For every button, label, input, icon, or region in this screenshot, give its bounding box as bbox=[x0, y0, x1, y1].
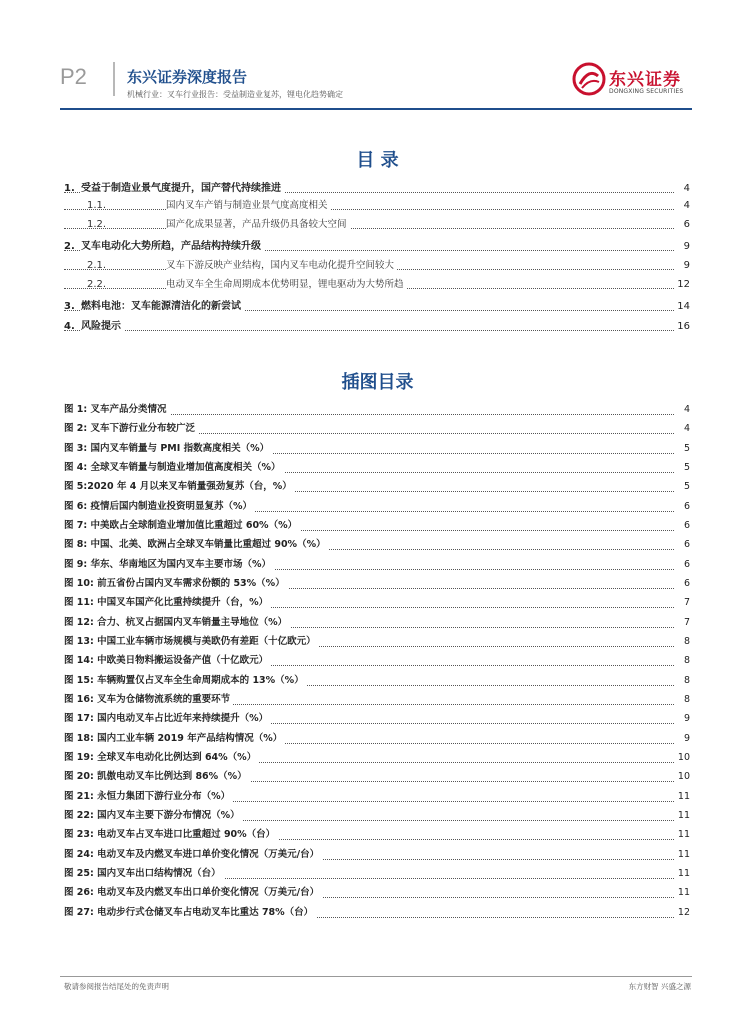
figure-item-label: 图 2: 叉车下游行业分布较广泛 bbox=[64, 420, 198, 438]
figure-item-label: 图 4: 全球叉车销量与制造业增加值高度相关（%） bbox=[64, 459, 284, 477]
figure-item-page: 8 bbox=[682, 652, 690, 670]
figure-item-page: 10 bbox=[676, 749, 690, 767]
toc-item-page: 4 bbox=[682, 180, 690, 197]
figure-list-title: 插图目录 bbox=[341, 372, 414, 393]
figure-item[interactable] bbox=[64, 652, 690, 670]
figure-item[interactable] bbox=[64, 401, 690, 419]
toc-item[interactable] bbox=[64, 298, 690, 315]
figure-item-label: 图 15: 车辆购置仅占叉车全生命周期成本的 13%（%） bbox=[64, 672, 307, 690]
toc-item-page: 14 bbox=[675, 298, 690, 315]
figure-item-label: 图 14: 中欧美日物料搬运设备产值（十亿欧元） bbox=[64, 652, 271, 670]
figure-item-label: 图 23: 电动叉车占叉车进口比重超过 90%（台） bbox=[64, 826, 278, 844]
figure-item-page: 5 bbox=[682, 440, 690, 458]
figure-item-page: 7 bbox=[682, 594, 690, 612]
figure-item[interactable] bbox=[64, 672, 690, 690]
figure-item-page: 11 bbox=[676, 865, 690, 883]
figure-item-page: 11 bbox=[676, 884, 690, 902]
toc-item[interactable] bbox=[64, 238, 690, 255]
figure-item[interactable] bbox=[64, 749, 690, 767]
figure-item[interactable] bbox=[64, 846, 690, 864]
toc-item-label: 叉车电动化大势所趋，产品结构持续升级 bbox=[81, 238, 264, 255]
figure-item-page: 4 bbox=[682, 420, 690, 438]
figure-item-page: 8 bbox=[682, 672, 690, 690]
figure-item-label: 图 8: 中国、北美、欧洲占全球叉车销量比重超过 90%（%） bbox=[64, 536, 329, 554]
figure-item-label: 图 1: 叉车产品分类情况 bbox=[64, 401, 170, 419]
figure-item[interactable] bbox=[64, 420, 690, 438]
toc-item-number: 1.2. bbox=[87, 219, 107, 230]
figure-item[interactable] bbox=[64, 865, 690, 883]
figure-item-page: 9 bbox=[682, 730, 690, 748]
report-subtitle: 机械行业：叉车行业报告：受益制造业复苏，锂电化趋势确定 bbox=[127, 90, 343, 99]
figure-item-page: 6 bbox=[682, 556, 690, 574]
figure-item-label: 图 19: 全球叉车电动化比例达到 64%（%） bbox=[64, 749, 259, 767]
figure-item-page: 6 bbox=[682, 575, 690, 593]
toc-item[interactable] bbox=[64, 257, 690, 274]
figure-item-label: 图 7: 中美欧占全球制造业增加值比重超过 60%（%） bbox=[64, 517, 300, 535]
toc-item-label: 国内叉车产销与制造业景气度高度相关 bbox=[166, 197, 331, 214]
figure-item[interactable] bbox=[64, 904, 690, 922]
figure-item-label: 图 10: 前五省份占国内叉车需求份额的 53%（%） bbox=[64, 575, 288, 593]
figure-item-label: 图 22: 国内叉车主要下游分布情况（%） bbox=[64, 807, 243, 825]
toc-item[interactable] bbox=[64, 318, 690, 335]
toc-item[interactable] bbox=[64, 180, 690, 197]
figure-item-label: 图 3: 国内叉车销量与 PMI 指数高度相关（%） bbox=[64, 440, 272, 458]
figure-item[interactable] bbox=[64, 807, 690, 825]
toc-item-label: 燃料电池：叉车能源清洁化的新尝试 bbox=[81, 298, 244, 315]
figure-item-label: 图 5:2020 年 4 月以来叉车销量强劲复苏（台，%） bbox=[64, 478, 295, 496]
logo-text-cn: 东兴证券 bbox=[609, 70, 681, 90]
toc-item-label: 电动叉车全生命周期成本优势明显，锂电驱动为大势所趋 bbox=[166, 276, 407, 293]
figure-item-label: 图 6: 疫情后国内制造业投资明显复苏（%） bbox=[64, 498, 255, 516]
toc-item-page: 16 bbox=[675, 318, 690, 335]
figure-item[interactable] bbox=[64, 614, 690, 632]
toc-title: 目 录 bbox=[356, 150, 399, 171]
header-rule bbox=[60, 108, 692, 110]
toc-item-number: 2.1. bbox=[87, 260, 107, 271]
figure-item-label: 图 13: 中国工业车辆市场规模与美欧仍有差距（十亿欧元） bbox=[64, 633, 319, 651]
toc-item-page: 6 bbox=[682, 216, 690, 233]
figure-item-page: 6 bbox=[682, 498, 690, 516]
figure-item-label: 图 17: 国内电动叉车占比近年来持续提升（%） bbox=[64, 710, 271, 728]
figure-item-page: 9 bbox=[682, 710, 690, 728]
toc-item-number: 1. bbox=[64, 183, 75, 194]
figure-item[interactable] bbox=[64, 575, 690, 593]
leader-dots bbox=[64, 228, 674, 229]
figure-item[interactable] bbox=[64, 691, 690, 709]
figure-item-page: 6 bbox=[682, 536, 690, 554]
logo-mark-icon bbox=[572, 62, 606, 96]
toc-item-page: 9 bbox=[682, 238, 690, 255]
figure-item[interactable] bbox=[64, 517, 690, 535]
toc-item-number: 2. bbox=[64, 241, 75, 252]
figure-item-page: 11 bbox=[676, 788, 690, 806]
toc-item[interactable] bbox=[64, 216, 690, 233]
toc-item-label: 叉车下游反映产业结构，国内叉车电动化提升空间较大 bbox=[166, 257, 397, 274]
leader-dots bbox=[64, 209, 674, 210]
figure-item-label: 图 11: 中国叉车国产化比重持续提升（台，%） bbox=[64, 594, 271, 612]
figure-item-page: 4 bbox=[682, 401, 690, 419]
toc-item-label: 风险提示 bbox=[81, 318, 124, 335]
figure-item-label: 图 27: 电动步行式仓储叉车占电动叉车比重达 78%（台） bbox=[64, 904, 316, 922]
figure-item-page: 11 bbox=[676, 846, 690, 864]
figure-item-page: 11 bbox=[676, 807, 690, 825]
figure-item[interactable] bbox=[64, 710, 690, 728]
toc-item[interactable] bbox=[64, 197, 690, 214]
toc-item-number: 2.2. bbox=[87, 279, 107, 290]
figure-item-page: 10 bbox=[676, 768, 690, 786]
figure-item[interactable] bbox=[64, 440, 690, 458]
figure-item-label: 图 24: 电动叉车及内燃叉车进口单价变化情况（万美元/台） bbox=[64, 846, 322, 864]
figure-item-label: 图 21: 永恒力集团下游行业分布（%） bbox=[64, 788, 233, 806]
figure-item-page: 5 bbox=[682, 459, 690, 477]
toc-item-page: 12 bbox=[675, 276, 690, 293]
header-divider bbox=[113, 62, 115, 96]
footer-rule bbox=[60, 976, 692, 977]
leader-dots bbox=[64, 330, 674, 331]
figure-item-label: 图 12: 合力、杭叉占据国内叉车销量主导地位（%） bbox=[64, 614, 290, 632]
toc-item-page: 4 bbox=[682, 197, 690, 214]
toc-item[interactable] bbox=[64, 276, 690, 293]
figure-item-page: 8 bbox=[682, 633, 690, 651]
figure-item[interactable] bbox=[64, 826, 690, 844]
toc-item-number: 1.1. bbox=[87, 200, 107, 211]
figure-item[interactable] bbox=[64, 536, 690, 554]
figure-item[interactable] bbox=[64, 633, 690, 651]
toc-item-number: 4. bbox=[64, 321, 75, 332]
toc-item-label: 受益于制造业景气度提升，国产替代持续推进 bbox=[81, 180, 284, 197]
figure-item[interactable] bbox=[64, 768, 690, 786]
figure-item[interactable] bbox=[64, 730, 690, 748]
figure-item-page: 8 bbox=[682, 691, 690, 709]
figure-item-label: 图 25: 国内叉车出口结构情况（台） bbox=[64, 865, 224, 883]
figure-item[interactable] bbox=[64, 498, 690, 516]
figure-item-label: 图 9: 华东、华南地区为国内叉车主要市场（%） bbox=[64, 556, 274, 574]
toc-item-number: 3. bbox=[64, 301, 75, 312]
footer-slogan: 东方财智 兴盛之源 bbox=[628, 982, 691, 991]
figure-item[interactable] bbox=[64, 556, 690, 574]
figure-item[interactable] bbox=[64, 788, 690, 806]
figure-item[interactable] bbox=[64, 884, 690, 902]
figure-item[interactable] bbox=[64, 594, 690, 612]
toc-item-page: 9 bbox=[682, 257, 690, 274]
figure-item-label: 图 16: 叉车为仓储物流系统的重要环节 bbox=[64, 691, 233, 709]
page-number: P2 bbox=[60, 64, 87, 89]
report-title: 东兴证券深度报告 bbox=[127, 68, 248, 86]
figure-item-label: 图 18: 国内工业车辆 2019 年产品结构情况（%） bbox=[64, 730, 285, 748]
company-logo bbox=[572, 62, 692, 100]
toc-item-label: 国产化成果显著，产品升级仍具备较大空间 bbox=[166, 216, 350, 233]
figure-item-page: 12 bbox=[676, 904, 690, 922]
footer-disclaimer: 敬请参阅报告结尾处的免责声明 bbox=[64, 982, 169, 991]
figure-item-page: 5 bbox=[682, 478, 690, 496]
figure-item[interactable] bbox=[64, 478, 690, 496]
figure-item-page: 11 bbox=[676, 826, 690, 844]
figure-item-label: 图 20: 凯傲电动叉车比例达到 86%（%） bbox=[64, 768, 250, 786]
figure-item[interactable] bbox=[64, 459, 690, 477]
figure-item-page: 6 bbox=[682, 517, 690, 535]
logo-text-en: DONGXING SECURITIES bbox=[609, 88, 684, 95]
figure-item-label: 图 26: 电动叉车及内燃叉车出口单价变化情况（万美元/台） bbox=[64, 884, 322, 902]
figure-item-page: 7 bbox=[682, 614, 690, 632]
